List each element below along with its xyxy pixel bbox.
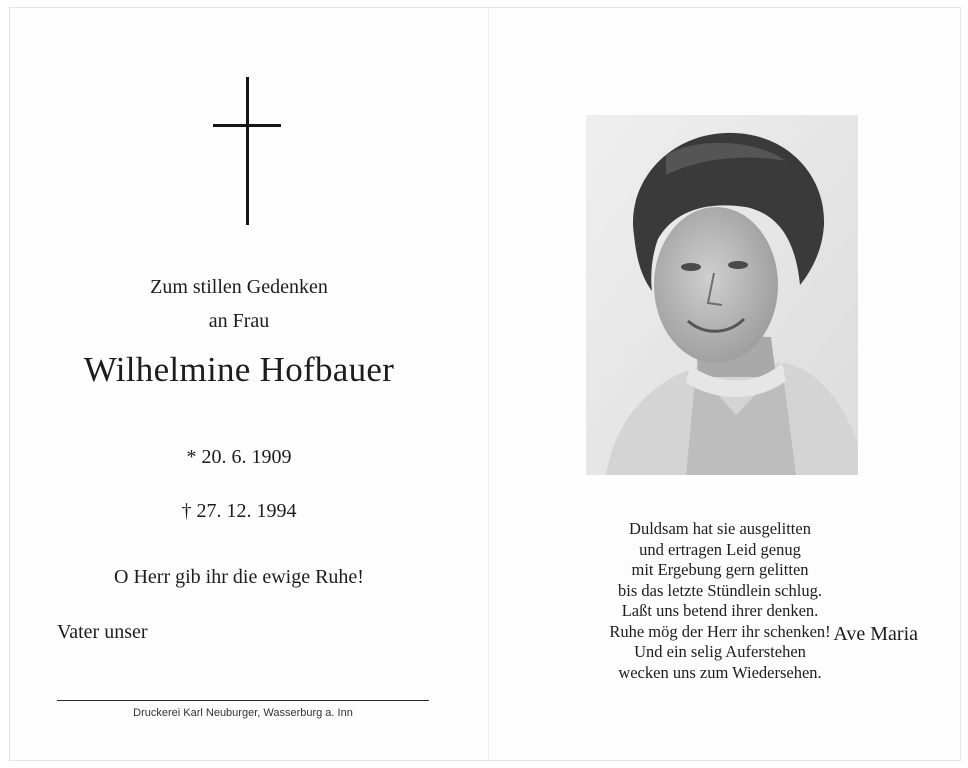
poem-line: Und ein selig Auferstehen — [634, 642, 806, 661]
prayer-vater-unser: Vater unser — [57, 621, 148, 643]
prayer-ave-maria: Ave Maria — [833, 623, 918, 645]
printer-credit: Druckerei Karl Neuburger, Wasserburg a. Inn — [133, 707, 353, 719]
poem-line: wecken uns zum Wiedersehen. — [618, 662, 822, 682]
memorial-heading: Zum stillen Gedenken — [150, 276, 328, 298]
birth-date: * 20. 6. 1909 — [186, 446, 292, 468]
poem-line: und ertragen Leid genug — [639, 539, 801, 559]
poem-line: Ruhe mög der Herr ihr schenken! — [609, 621, 831, 641]
memorial-poem — [560, 519, 880, 683]
salutation: an Frau — [208, 310, 270, 332]
deceased-name: Wilhelmine Hofbauer — [83, 350, 395, 389]
portrait-photo — [586, 115, 858, 475]
poem-line: Duldsam hat sie ausgelitten — [629, 519, 811, 538]
poem-line: mit Ergebung gern gelitten — [631, 560, 809, 579]
poem-line: bis das letzte Stündlein schlug. — [618, 580, 822, 600]
cross-icon — [213, 77, 281, 225]
footer-divider — [57, 700, 429, 701]
prayer-line: O Herr gib ihr die ewige Ruhe! — [114, 566, 364, 588]
death-date: † 27. 12. 1994 — [181, 500, 297, 522]
poem-line: Laßt uns betend ihrer denken. — [621, 601, 819, 620]
